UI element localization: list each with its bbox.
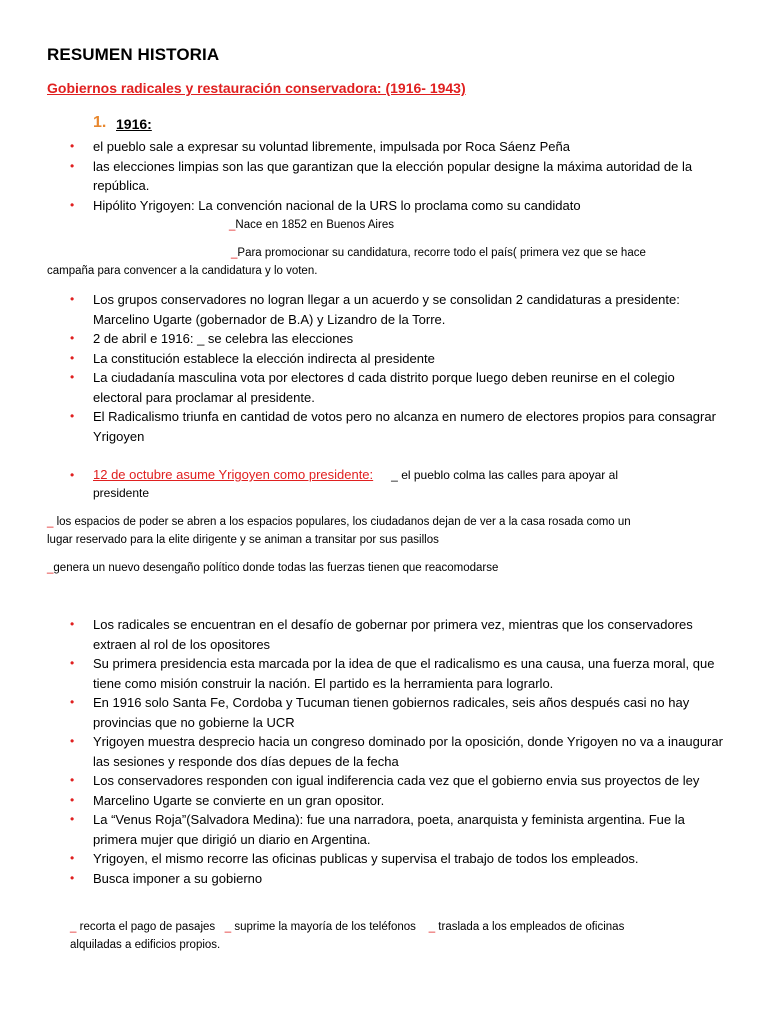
note-campaign-line2: campaña para convencer a la candidatura y lo voten. [47,265,318,277]
list-item: • Yrigoyen, el mismo recorre las oficinas publicas y supervisa el trabajo de todos los empleados. [66,849,726,869]
bullet-icon: • [70,870,75,885]
list-item: • 2 de abril e 1916: _ se celebra las elecciones [66,329,726,349]
list-item: • Su primera presidencia esta marcada por la idea de que el radicalismo es una causa, una fuerza moral, que tiene como misión construir la nación. El partido es la herramienta para lograrlo. [70,656,715,691]
bullet-icon: • [70,656,75,670]
list-item: • el pueblo sale a expresar su voluntad libremente, impulsada por Roca Sáenz Peña [66,137,726,157]
list-item: • El Radicalismo triunfa en cantidad de votos pero no alcanza en numero de electores propios para consagrar Yrigoyen [70,409,716,444]
bullet-list-2 [66,290,726,446]
list-item: • La ciudadanía masculina vota por electores d cada distrito porque luego deben reunirse en el colegio electoral para proclamar al presidente. [70,370,675,405]
bullet-icon: • [70,851,75,865]
list-item: • La “Venus Roja”(Salvadora Medina): fue una narradora, poeta, anarquista y feminista argentina. Fue la primera mujer que dirigió un diario en Argentina. [70,812,685,847]
bullet-icon: • [70,158,75,173]
bullet-icon: • [70,792,75,807]
bullet-icon: • [70,812,75,826]
note-campaign-line1: _Para promocionar su candidatura, recorre todo el país( primera vez que se hace [231,247,646,259]
list-item: • Los grupos conservadores no logran llegar a un acuerdo y se consolidan 2 candidaturas a presidente: Marcelino Ugarte (gobernador de B.A) y Lizandro de la Torre. [70,292,680,327]
paragraph-spaces: _ los espacios de poder se abren a los espacios populares, los ciudadanos dejan de ver a la casa rosada como un lugar reservado para la elite dirigente y se animan a transitar por sus pasillos [47,516,631,546]
paragraph-disillusion: _genera un nuevo desengaño político donde todas las fuerzas tienen que reacomodarse [47,562,499,574]
bullet-icon: • [70,370,75,384]
document-subtitle: Gobiernos radicales y restauración conservadora: (1916- 1943) [47,80,466,96]
bullet-list-october [66,466,726,502]
list-item: • En 1916 solo Santa Fe, Cordoba y Tucuman tienen gobiernos radicales, seis años después casi no hay provincias que no gobierne la UCR [70,695,690,730]
bullet-icon: • [70,734,75,748]
bullet-icon: • [70,617,75,631]
bullet-icon: • [70,409,75,423]
section-label: 1916: [116,116,152,132]
list-item: • Busca imponer a su gobierno [66,869,726,889]
bullet-icon: • [70,197,75,212]
inauguration-date: 12 de octubre asume Yrigoyen como presidente: [93,467,374,482]
list-item: • Marcelino Ugarte se convierte en un gran opositor. [66,791,726,811]
list-item: • las elecciones limpias son las que garantizan que la elección popular designe la máxima autoridad de la república. [70,158,693,193]
bullet-icon: • [70,331,75,345]
bullet-icon: • [70,695,75,709]
section-number: 1. [93,114,107,131]
list-item: • Los radicales se encuentran en el desafío de gobernar por primera vez, mientras que los conservadores extraen al rol de los opositores [70,617,693,652]
list-item: • Yrigoyen muestra desprecio hacia un congreso dominado por la oposición, donde Yrigoyen no va a inaugurar las sesiones y responde dos días depues de la fecha [70,734,723,769]
bullet-icon: • [70,139,75,153]
bullet-icon: • [70,773,75,787]
bullet-icon: • [70,350,75,365]
list-item: • Los conservadores responden con igual indiferencia cada vez que el gobierno envia sus proyectos de ley [66,771,726,791]
list-item: • 12 de octubre asume Yrigoyen como presidente: _ el pueblo colma las calles para apoyar al presidente [70,467,618,500]
note-born: _Nace en 1852 en Buenos Aires [229,219,394,231]
bullet-list-3 [66,615,726,888]
bullet-icon: • [70,468,75,482]
bullet-list-1 [66,137,726,215]
document-title: RESUMEN HISTORIA [47,45,220,64]
bullet-icon: • [70,292,75,306]
list-item: • La constitución establece la elección indirecta al presidente [66,349,726,369]
paragraph-measures: _ recorta el pago de pasajes _ suprime la mayoría de los teléfonos _ traslada a los empleados de oficinas alquiladas a edificios propios. [70,921,625,951]
list-item: • Hipólito Yrigoyen: La convención nacional de la URS lo proclama como su candidato [66,196,726,216]
